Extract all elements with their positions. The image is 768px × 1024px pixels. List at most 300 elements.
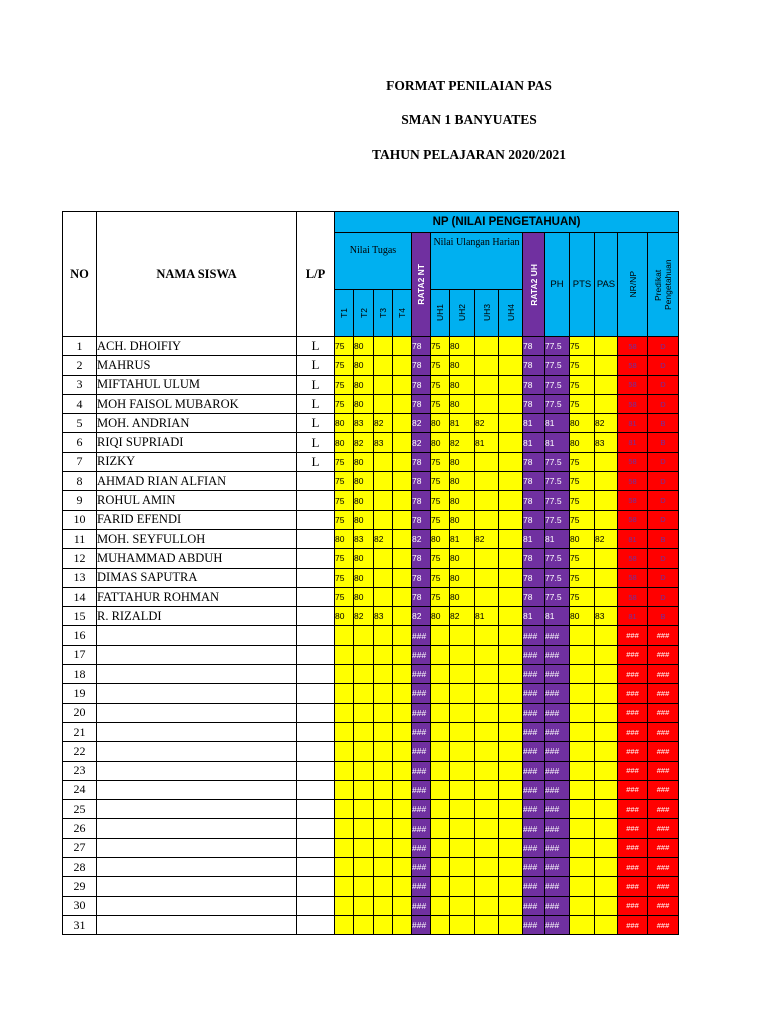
cell-pts: 75 — [570, 394, 595, 413]
cell-uh1 — [431, 915, 450, 934]
cell-t3 — [374, 549, 393, 568]
cell-nama: R. RIZALDI — [97, 607, 297, 626]
cell-uh1: 75 — [431, 491, 450, 510]
table-row — [63, 742, 679, 761]
header-t3 — [374, 290, 393, 337]
cell-t3 — [374, 896, 393, 915]
cell-uh2: 80 — [450, 452, 475, 471]
table-row — [63, 684, 679, 703]
cell-pts — [570, 703, 595, 722]
cell-uh1 — [431, 761, 450, 780]
cell-nr: 58 — [618, 472, 648, 491]
cell-t1 — [335, 877, 354, 896]
cell-t4 — [393, 703, 412, 722]
cell-t1 — [335, 722, 354, 741]
cell-ph: ### — [545, 877, 570, 896]
cell-ph: 77.5 — [545, 491, 570, 510]
cell-pas — [595, 722, 618, 741]
cell-ph: ### — [545, 761, 570, 780]
cell-uh2: 81 — [450, 414, 475, 433]
cell-uh3 — [475, 780, 499, 799]
cell-uh3 — [475, 838, 499, 857]
cell-ruh: ### — [523, 838, 545, 857]
cell-uh3: 81 — [475, 433, 499, 452]
cell-rnt: 82 — [412, 414, 431, 433]
cell-pas: 82 — [595, 414, 618, 433]
cell-ph: 77.5 — [545, 394, 570, 413]
cell-ph: ### — [545, 645, 570, 664]
cell-no: 20 — [63, 703, 97, 722]
cell-uh3 — [475, 877, 499, 896]
cell-pas — [595, 375, 618, 394]
cell-t4 — [393, 337, 412, 356]
cell-no: 2 — [63, 356, 97, 375]
cell-uh2: 80 — [450, 587, 475, 606]
cell-pred: B — [648, 529, 679, 548]
cell-uh3 — [475, 394, 499, 413]
cell-no: 15 — [63, 607, 97, 626]
cell-t3 — [374, 356, 393, 375]
cell-uh1 — [431, 819, 450, 838]
cell-pas — [595, 626, 618, 645]
table-row — [63, 838, 679, 857]
cell-uh3 — [475, 375, 499, 394]
cell-uh4 — [499, 472, 523, 491]
cell-ph: ### — [545, 703, 570, 722]
cell-uh3 — [475, 587, 499, 606]
cell-nama: ACH. DHOIFIY — [97, 337, 297, 356]
cell-nama: RIQI SUPRIADI — [97, 433, 297, 452]
cell-ruh: 78 — [523, 587, 545, 606]
cell-nama: MAHRUS — [97, 356, 297, 375]
cell-pred: ### — [648, 703, 679, 722]
cell-ruh: 78 — [523, 394, 545, 413]
cell-lp — [297, 645, 335, 664]
cell-uh1 — [431, 896, 450, 915]
cell-rnt: ### — [412, 722, 431, 741]
cell-uh3 — [475, 645, 499, 664]
cell-ruh: ### — [523, 780, 545, 799]
cell-uh1: 75 — [431, 356, 450, 375]
cell-uh4 — [499, 394, 523, 413]
cell-uh1: 75 — [431, 568, 450, 587]
cell-t3 — [374, 703, 393, 722]
cell-nr: ### — [618, 761, 648, 780]
cell-t2 — [354, 722, 374, 741]
cell-t2 — [354, 819, 374, 838]
table-row — [63, 722, 679, 741]
cell-pred: D — [648, 491, 679, 510]
table-row — [63, 626, 679, 645]
cell-t1 — [335, 742, 354, 761]
cell-ruh: 78 — [523, 472, 545, 491]
cell-nama — [97, 626, 297, 645]
header-nilai-uh-label: Nilai Ulangan Harian — [433, 237, 520, 248]
cell-lp — [297, 800, 335, 819]
cell-t3: 82 — [374, 414, 393, 433]
cell-pred: D — [648, 394, 679, 413]
cell-t1 — [335, 858, 354, 877]
cell-nama: MUHAMMAD ABDUH — [97, 549, 297, 568]
cell-t4 — [393, 838, 412, 857]
cell-t3 — [374, 742, 393, 761]
cell-pred: D — [648, 375, 679, 394]
cell-t4 — [393, 742, 412, 761]
cell-pts: 75 — [570, 587, 595, 606]
cell-pts: 75 — [570, 375, 595, 394]
cell-pts: 80 — [570, 433, 595, 452]
cell-t3 — [374, 722, 393, 741]
cell-t1: 80 — [335, 433, 354, 452]
cell-rnt: ### — [412, 761, 431, 780]
cell-pas — [595, 703, 618, 722]
cell-pred: B — [648, 607, 679, 626]
cell-nama — [97, 684, 297, 703]
cell-uh4 — [499, 356, 523, 375]
cell-rnt: ### — [412, 780, 431, 799]
cell-pts: 75 — [570, 510, 595, 529]
cell-uh2 — [450, 626, 475, 645]
cell-lp: L — [297, 337, 335, 356]
cell-pas — [595, 819, 618, 838]
table-row — [63, 356, 679, 375]
cell-nama — [97, 703, 297, 722]
cell-uh3 — [475, 472, 499, 491]
cell-rnt: ### — [412, 684, 431, 703]
header-lp: L/P — [297, 212, 335, 337]
cell-uh1 — [431, 742, 450, 761]
header-t1-label: T1 — [339, 308, 349, 318]
cell-t1 — [335, 703, 354, 722]
cell-lp — [297, 529, 335, 548]
cell-t3 — [374, 915, 393, 934]
cell-uh2: 81 — [450, 529, 475, 548]
cell-nr: ### — [618, 780, 648, 799]
cell-nr: ### — [618, 684, 648, 703]
cell-nr: ### — [618, 877, 648, 896]
cell-t2 — [354, 838, 374, 857]
table-row — [63, 510, 679, 529]
cell-t1: 75 — [335, 375, 354, 394]
cell-uh4 — [499, 626, 523, 645]
cell-uh3: 82 — [475, 529, 499, 548]
cell-t4 — [393, 491, 412, 510]
cell-pred: ### — [648, 626, 679, 645]
cell-lp: L — [297, 356, 335, 375]
cell-nr: 81 — [618, 607, 648, 626]
cell-ph: 77.5 — [545, 452, 570, 471]
cell-t4 — [393, 896, 412, 915]
cell-nr: ### — [618, 896, 648, 915]
cell-pas — [595, 452, 618, 471]
cell-t2 — [354, 645, 374, 664]
cell-pred: ### — [648, 819, 679, 838]
cell-t1: 75 — [335, 568, 354, 587]
cell-rnt: 82 — [412, 433, 431, 452]
cell-nama: AHMAD RIAN ALFIAN — [97, 472, 297, 491]
cell-uh2 — [450, 684, 475, 703]
cell-t4 — [393, 549, 412, 568]
cell-pts — [570, 742, 595, 761]
cell-ruh: ### — [523, 800, 545, 819]
cell-rnt: ### — [412, 742, 431, 761]
cell-rnt: 78 — [412, 587, 431, 606]
header-rata-uh-label: RATA2 UH — [528, 263, 539, 306]
cell-pts: 75 — [570, 356, 595, 375]
cell-rnt: ### — [412, 915, 431, 934]
cell-pas — [595, 780, 618, 799]
cell-uh4 — [499, 414, 523, 433]
cell-ph: 77.5 — [545, 375, 570, 394]
cell-t1 — [335, 665, 354, 684]
cell-pas — [595, 645, 618, 664]
cell-uh1 — [431, 800, 450, 819]
cell-lp — [297, 549, 335, 568]
cell-uh2 — [450, 858, 475, 877]
cell-uh3 — [475, 337, 499, 356]
cell-no: 11 — [63, 529, 97, 548]
cell-uh4 — [499, 549, 523, 568]
cell-nama: FATTAHUR ROHMAN — [97, 587, 297, 606]
cell-pts: 80 — [570, 607, 595, 626]
cell-uh1: 75 — [431, 472, 450, 491]
cell-pred: B — [648, 433, 679, 452]
cell-t1: 80 — [335, 607, 354, 626]
cell-lp — [297, 761, 335, 780]
cell-uh1: 75 — [431, 452, 450, 471]
cell-pas — [595, 915, 618, 934]
cell-pred: ### — [648, 665, 679, 684]
cell-uh2: 82 — [450, 607, 475, 626]
cell-uh1 — [431, 626, 450, 645]
cell-uh2: 80 — [450, 510, 475, 529]
cell-uh3 — [475, 819, 499, 838]
cell-uh3 — [475, 703, 499, 722]
cell-t2: 80 — [354, 587, 374, 606]
cell-pts — [570, 877, 595, 896]
cell-nr: ### — [618, 915, 648, 934]
cell-lp — [297, 896, 335, 915]
cell-ruh: ### — [523, 626, 545, 645]
table-row — [63, 800, 679, 819]
cell-t3 — [374, 645, 393, 664]
cell-nama — [97, 838, 297, 857]
cell-pts — [570, 780, 595, 799]
cell-no: 25 — [63, 800, 97, 819]
cell-ph: 81 — [545, 414, 570, 433]
cell-t4 — [393, 915, 412, 934]
cell-pas: 82 — [595, 529, 618, 548]
title-line-2: SMAN 1 BANYUATES — [401, 112, 537, 127]
cell-pas — [595, 394, 618, 413]
cell-t1: 75 — [335, 356, 354, 375]
cell-ruh: 81 — [523, 529, 545, 548]
cell-uh4 — [499, 722, 523, 741]
cell-rnt: ### — [412, 665, 431, 684]
cell-no: 16 — [63, 626, 97, 645]
cell-t2 — [354, 742, 374, 761]
cell-t1 — [335, 915, 354, 934]
cell-t4 — [393, 819, 412, 838]
cell-rnt: 78 — [412, 337, 431, 356]
cell-uh4 — [499, 337, 523, 356]
cell-t2: 80 — [354, 549, 374, 568]
cell-ruh: 81 — [523, 607, 545, 626]
cell-no: 14 — [63, 587, 97, 606]
cell-t3 — [374, 780, 393, 799]
cell-uh2 — [450, 703, 475, 722]
cell-lp — [297, 684, 335, 703]
cell-ph: ### — [545, 780, 570, 799]
cell-uh3 — [475, 626, 499, 645]
cell-uh4 — [499, 800, 523, 819]
cell-pred: D — [648, 356, 679, 375]
cell-t2 — [354, 877, 374, 896]
cell-uh4 — [499, 838, 523, 857]
header-predikat — [648, 233, 679, 337]
cell-no: 27 — [63, 838, 97, 857]
cell-uh4 — [499, 915, 523, 934]
cell-uh1: 75 — [431, 394, 450, 413]
cell-t4 — [393, 722, 412, 741]
cell-t4 — [393, 780, 412, 799]
cell-uh4 — [499, 452, 523, 471]
cell-t4 — [393, 877, 412, 896]
cell-nr: 81 — [618, 414, 648, 433]
cell-nr: 58 — [618, 587, 648, 606]
cell-t2 — [354, 761, 374, 780]
cell-t1 — [335, 684, 354, 703]
cell-t2: 82 — [354, 607, 374, 626]
cell-ruh: ### — [523, 896, 545, 915]
cell-no: 8 — [63, 472, 97, 491]
cell-ph: 77.5 — [545, 568, 570, 587]
cell-nama — [97, 665, 297, 684]
cell-t2: 80 — [354, 510, 374, 529]
cell-t4 — [393, 529, 412, 548]
cell-rnt: ### — [412, 838, 431, 857]
cell-uh1: 75 — [431, 337, 450, 356]
cell-t2: 82 — [354, 433, 374, 452]
grades-table-body — [63, 337, 679, 935]
cell-uh2 — [450, 819, 475, 838]
cell-lp: L — [297, 394, 335, 413]
cell-t2: 80 — [354, 356, 374, 375]
cell-ruh: 78 — [523, 356, 545, 375]
table-row — [63, 394, 679, 413]
cell-ruh: 78 — [523, 375, 545, 394]
cell-ph: ### — [545, 626, 570, 645]
cell-uh3 — [475, 452, 499, 471]
header-uh3-label: UH3 — [481, 304, 492, 322]
cell-nr: ### — [618, 838, 648, 857]
cell-nr: 81 — [618, 529, 648, 548]
table-row — [63, 472, 679, 491]
table-row — [63, 568, 679, 587]
table-row — [63, 915, 679, 934]
cell-t3: 83 — [374, 607, 393, 626]
cell-t4 — [393, 607, 412, 626]
cell-nr: ### — [618, 703, 648, 722]
cell-pas — [595, 761, 618, 780]
cell-ruh: 81 — [523, 414, 545, 433]
table-row — [63, 645, 679, 664]
cell-t4 — [393, 587, 412, 606]
cell-pas: 83 — [595, 607, 618, 626]
cell-pas — [595, 472, 618, 491]
cell-lp — [297, 915, 335, 934]
cell-pas — [595, 800, 618, 819]
cell-uh2: 80 — [450, 375, 475, 394]
cell-pred: ### — [648, 722, 679, 741]
cell-nama: MIFTAHUL ULUM — [97, 375, 297, 394]
cell-lp — [297, 819, 335, 838]
cell-pred: ### — [648, 858, 679, 877]
header-t4-label: T4 — [397, 308, 407, 318]
cell-pts — [570, 838, 595, 857]
header-t2-label: T2 — [358, 308, 369, 318]
cell-t3 — [374, 858, 393, 877]
header-t4 — [393, 290, 412, 337]
cell-t3 — [374, 394, 393, 413]
cell-lp — [297, 510, 335, 529]
cell-t4 — [393, 645, 412, 664]
cell-t4 — [393, 510, 412, 529]
cell-no: 6 — [63, 433, 97, 452]
cell-nr: ### — [618, 645, 648, 664]
cell-t1: 80 — [335, 414, 354, 433]
table-row — [63, 337, 679, 356]
header-t3-label: T3 — [378, 308, 388, 318]
cell-pred: ### — [648, 896, 679, 915]
cell-t4 — [393, 394, 412, 413]
header-ph: PH — [545, 233, 570, 337]
header-uh4-label: UH4 — [505, 304, 516, 322]
cell-lp: L — [297, 414, 335, 433]
cell-uh1: 75 — [431, 587, 450, 606]
cell-uh1 — [431, 645, 450, 664]
cell-t3 — [374, 568, 393, 587]
cell-rnt: 78 — [412, 394, 431, 413]
cell-uh4 — [499, 491, 523, 510]
cell-ruh: ### — [523, 665, 545, 684]
cell-ph: ### — [545, 858, 570, 877]
table-row — [63, 433, 679, 452]
cell-pts: 75 — [570, 452, 595, 471]
cell-pts — [570, 800, 595, 819]
cell-rnt: 78 — [412, 549, 431, 568]
cell-lp — [297, 838, 335, 857]
cell-ruh: 78 — [523, 491, 545, 510]
cell-t3 — [374, 665, 393, 684]
cell-uh4 — [499, 858, 523, 877]
cell-uh2 — [450, 645, 475, 664]
header-np: NP (NILAI PENGETAHUAN) — [335, 212, 679, 233]
cell-nr: 58 — [618, 510, 648, 529]
cell-pts: 80 — [570, 529, 595, 548]
cell-uh1: 80 — [431, 433, 450, 452]
cell-t1: 75 — [335, 491, 354, 510]
cell-pts — [570, 761, 595, 780]
cell-rnt: 78 — [412, 491, 431, 510]
header-uh2 — [450, 290, 475, 337]
cell-t4 — [393, 452, 412, 471]
cell-t4 — [393, 858, 412, 877]
cell-nr: 58 — [618, 375, 648, 394]
cell-ruh: ### — [523, 742, 545, 761]
table-row — [63, 529, 679, 548]
cell-nr: 58 — [618, 394, 648, 413]
